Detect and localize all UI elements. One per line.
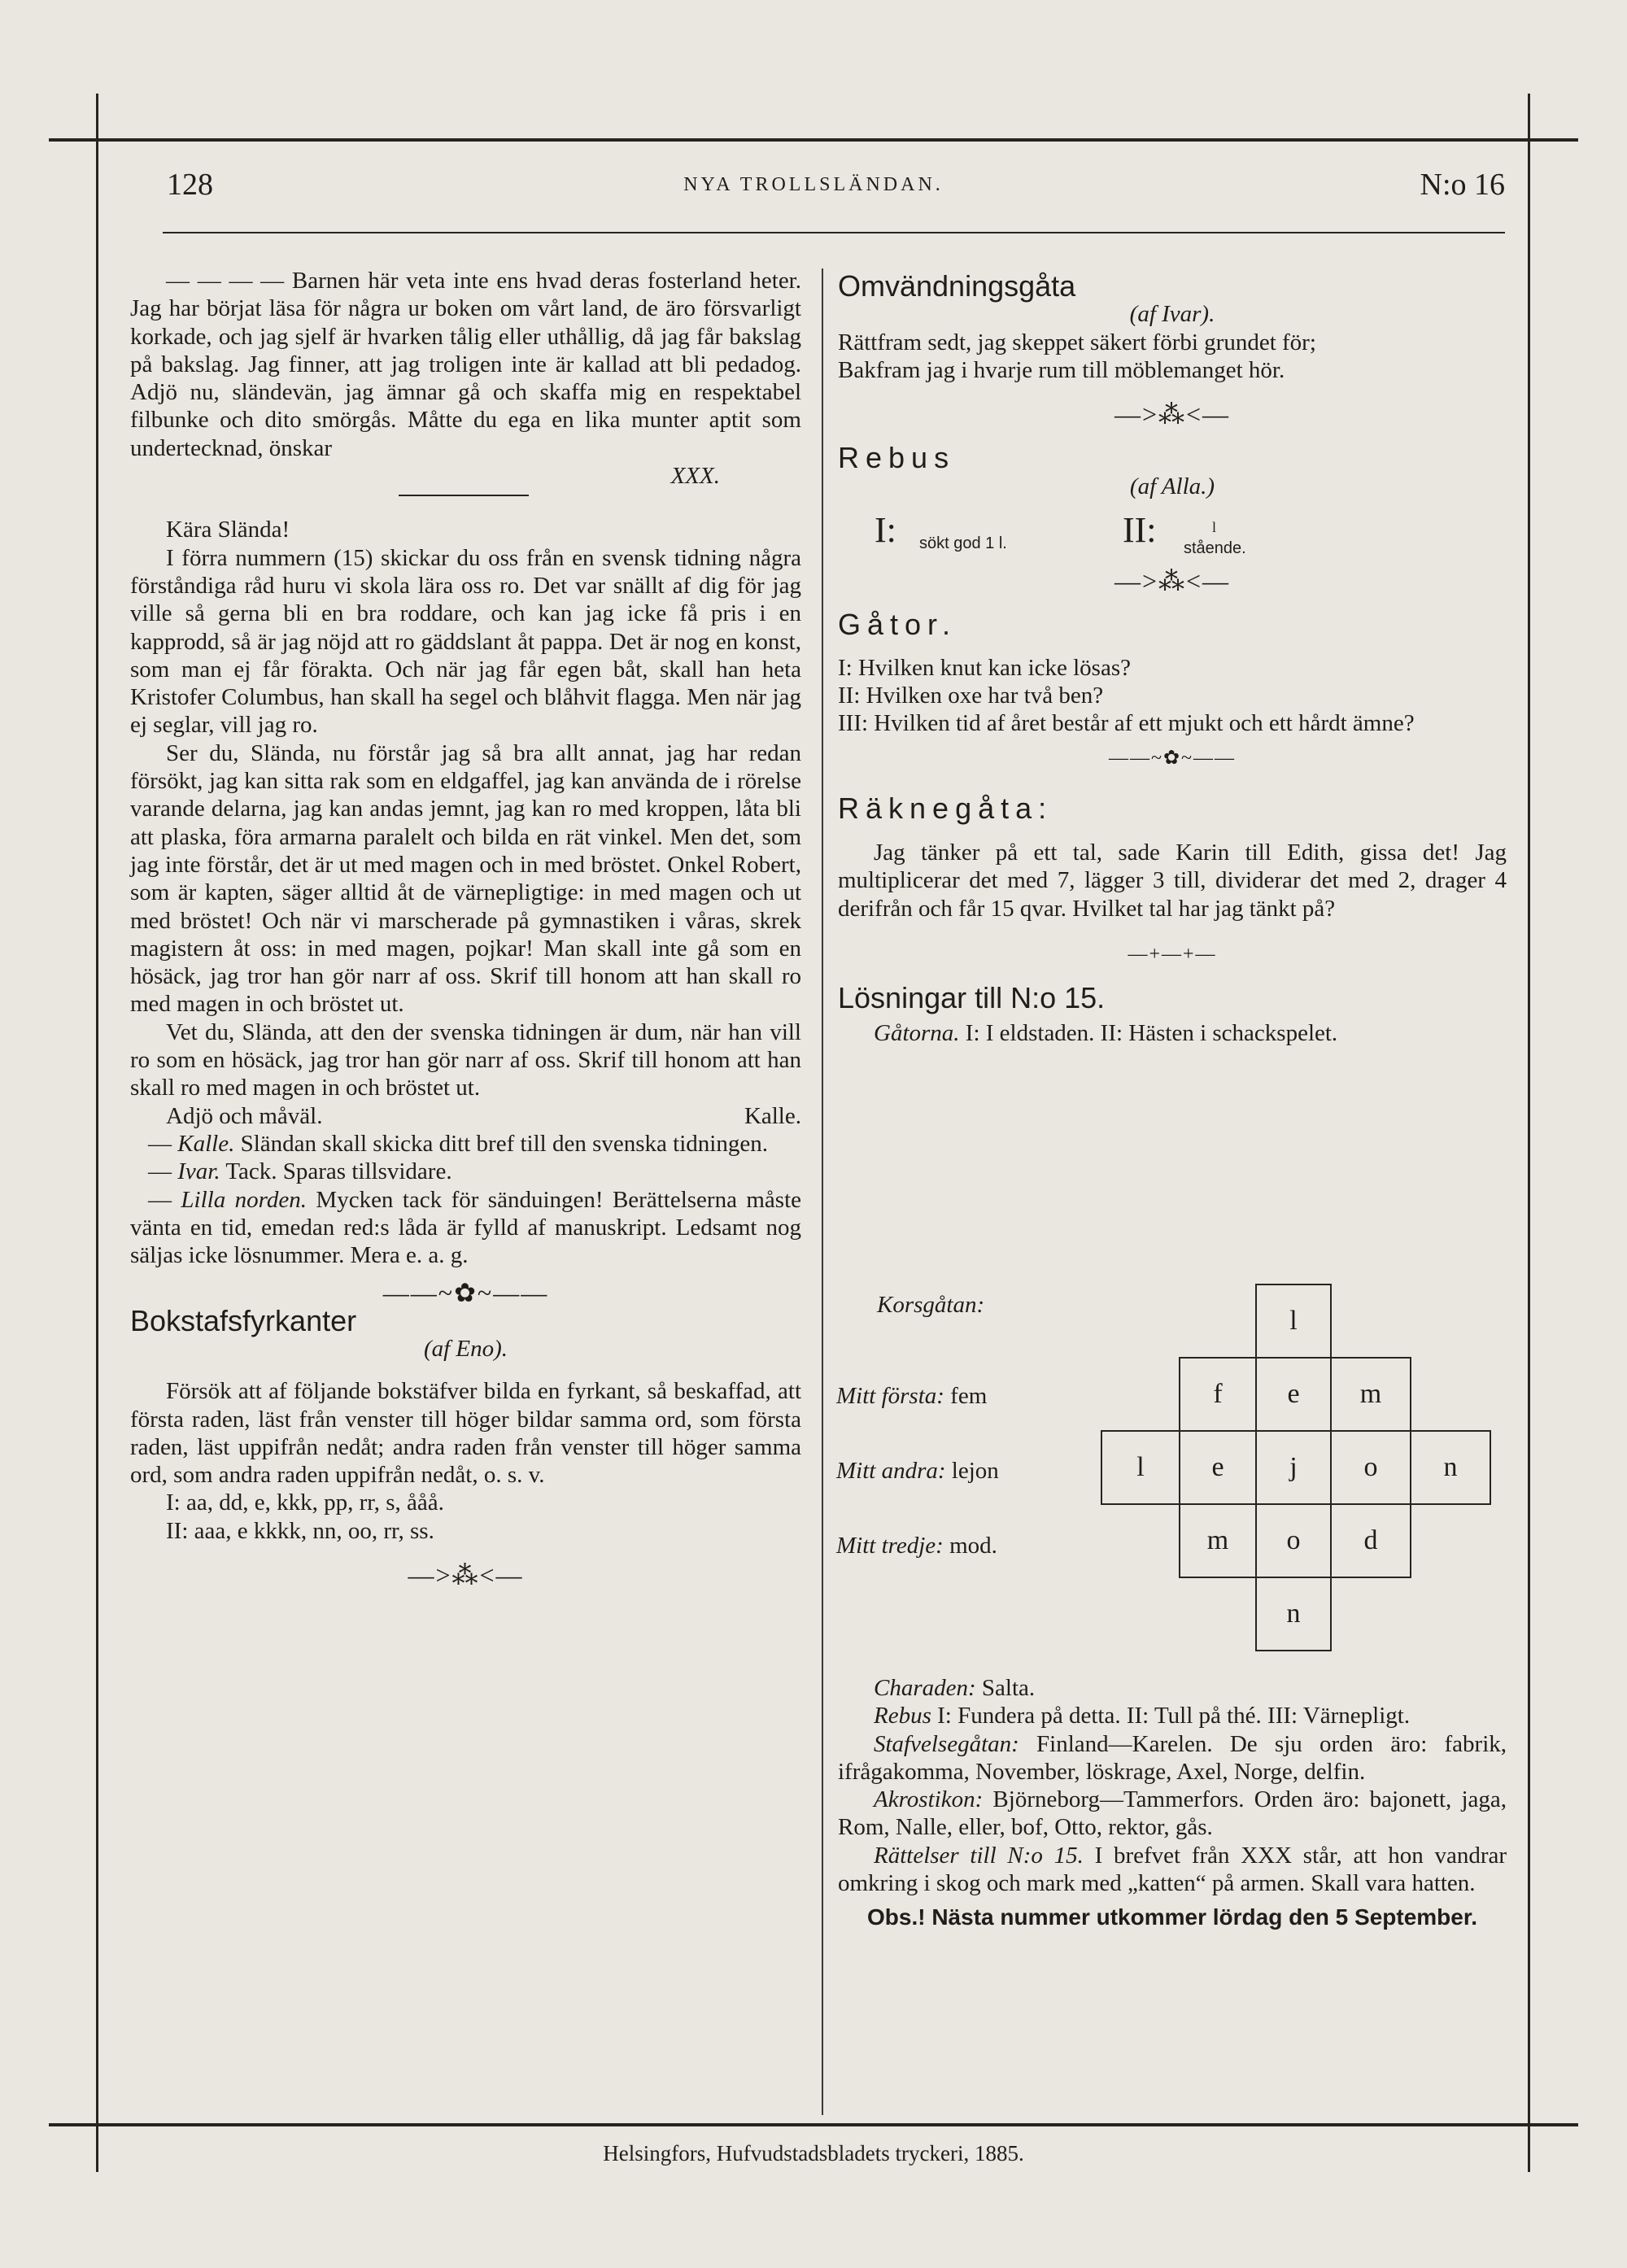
reply-3-text: Mycken tack för sänduingen! Berättelserna måste vänta en tid, emedan red:s låda är fylld af manuskript. Ledsamt nog säljas icke lösnummer. Mera e. a. g. [130,1186,801,1269]
reply-1: — Kalle. Sländan skall skicka ditt bref till den svenska tidningen. [148,1130,768,1157]
rebus-i-label: I: [875,510,896,551]
akrostikon-solution [838,1786,1507,1842]
rebus-solution-text: I: Fundera på detta. II: Tull på thé. III: Värnepligt. [937,1703,1411,1729]
stafvelsegatan-solution [838,1730,1507,1786]
rebus-ii-label: II: [1123,510,1157,551]
grid-cell-bottom: n [1255,1577,1332,1651]
grid-cell: o [1330,1430,1411,1505]
grid-label-2: Mitt andra: lejon [836,1458,999,1484]
reply-1-text: Sländan skall skicka ditt bref till den svenska tidningen. [240,1130,768,1157]
rebus-i-text: sökt god 1 l. [919,534,1007,553]
gatorna-label: Gåtorna. [874,1019,960,1046]
reply-2: — Ivar. Tack. Sparas tillsvidare. [148,1158,452,1185]
reply-3: — Lilla norden. Mycken tack för sänduingen! Berättelserna måste vänta en tid, emedan red:s låda är fylld af manuskript. Ledsamt nog säljas icke lösnummer. Mera e. a. g. [130,1186,801,1269]
rebus-solution-label: Rebus [874,1703,931,1729]
separator [399,495,529,496]
gator-ii: II: Hvilken oxe har två ben? [838,682,1104,709]
closing-right: Kalle. [744,1102,801,1129]
ornament-icon: ——~✿~—— [382,1278,549,1308]
ornament-icon: —>⁂<— [1114,566,1231,596]
ornament-icon: —>⁂<— [408,1560,524,1590]
letter-paragraph-2: Ser du, Slända, nu förstår jag så bra allt annat, jag har redan försökt, jag kan sitta rak som en eldgaffel, jag kan använda de i rörelse varande delarna, jag kan andas jemnt, jag kan ro med kroppen, låta bli att plaska, föra armarna paralelt och bilda en rät vinkel. Men det, som jag inte förstår, det är ut med magen och in med bröstet. Onkel Robert, som är kapten, säger alltid åt de värnepligtige: in med magen och ut med bröstet! Och när vi marscherade på gymnastiken i våras, skrek magistern åt oss: in med magen, pojkar! Man skall inte gå som en hösäck, jag tror han gör narr af oss. Skrif till honom att han skall ro med magen in och bröstet ut. [130,739,801,1018]
grid-word-3: mod. [949,1533,997,1559]
grid-word-1: fem [950,1383,988,1409]
grid-cell: e [1255,1357,1332,1432]
raknegata-text: Jag tänker på ett tal, sade Karin till Edith, gissa det! Jag multiplicerar det med 7, lägger 3 till, dividerar det med 2, drager 4 derifrån och får 15 qvar. Hvilket tal har jag tänkt på? [838,840,1507,922]
rebus-solution [838,1702,1507,1729]
rebus-author: (af Alla.) [1129,473,1215,499]
rebus-ii-text: stående. [1184,539,1246,558]
gatorna-solution [838,1019,1507,1047]
ornament-icon: ——~✿~—— [1108,747,1237,769]
page-number: 128 [167,168,213,202]
grid-cell: n [1410,1430,1491,1505]
charaden-label: Charaden: [874,1675,976,1701]
grid-label-1: Mitt första: fem [836,1383,988,1409]
charaden-text: Salta. [981,1675,1036,1701]
gator-iii: III: Hvilken tid af året består af ett mjukt och ett hårdt ämne? [838,710,1415,737]
salutation: Kära Slända! [166,517,290,543]
grid-cell: o [1255,1503,1332,1578]
charaden-solution [838,1674,1507,1702]
losningar-title: Lösningar till N:o 15. [838,981,1106,1015]
grid-cell: f [1179,1357,1257,1432]
signature-xxx: XXX. [670,463,720,490]
akrostikon-text: Björneborg—Tammerfors. Orden äro: bajonett, jaga, Rom, Nalle, eller, bof, Otto, rektor, gås. [838,1786,1507,1841]
left-column [130,267,801,1589]
reply-2-name: Ivar. [177,1158,220,1185]
gatorna-text: I: I eldstaden. II: Hästen i schackspelet. [965,1019,1338,1046]
gator-i: I: Hvilken knut kan icke lösas? [838,654,1131,681]
bokstafsfyrkanter-author: (af Eno). [423,1335,508,1362]
reply-1-name: Kalle. [177,1130,235,1157]
ornament-icon: —+—+— [1128,944,1217,966]
bokstafsfyrkanter-text: Försök att af följande bokstäfver bilda en fyrkant, så beskaffad, att första raden, läst från venster till höger bildar samma ord, som första raden, läst uppifrån nedåt; andra raden från venster till höger samma ord, som andra raden uppifrån nedåt, o. s. v. [130,1378,801,1489]
top-rule [49,138,1578,142]
frame-right [1528,94,1530,2172]
rebus-title: Rebus [838,441,956,475]
grid-label-3: Mitt tredje: mod. [836,1533,997,1559]
column-divider [822,268,823,2115]
omvandningsgata-line-2: Bakfram jag i hvarje rum till möblemanget hör. [838,356,1285,383]
letter-paragraph-3: Vet du, Slända, att den der svenska tidningen är dum, när han vill ro som en hösäck, jag tror han gör narr af oss. Skrif till honom att han skall ro med magen in och bröstet ut. [130,1018,801,1101]
rattelser-text: I brefvet från XXX står, att hon vandrar omkring i skog och mark med „katten“ på armen. Skall vara hatten. [838,1842,1507,1897]
gator-title: Gåtor. [838,608,957,642]
bokstafsfyrkanter-title: Bokstafsfyrkanter [130,1303,357,1337]
bokstafsfyrkanter-i: I: aa, dd, e, kkk, pp, rr, s, ååå. [166,1489,444,1516]
printer-footer: Helsingfors, Hufvudstadsbladets tryckeri, 1885. [603,2141,1024,2166]
grid-cell: j [1255,1430,1332,1505]
running-title: NYA TROLLSLÄNDAN. [683,174,944,195]
akrostikon-label: Akrostikon: [874,1786,984,1813]
frame-left [96,94,98,2172]
omvandningsgata-line-1: Rättfram sedt, jag skeppet säkert förbi grundet för; [838,329,1316,355]
grid-cell: l [1101,1430,1180,1505]
omvandningsgata-title: Omvändningsgåta [838,269,1076,303]
reply-3-name: Lilla norden. [181,1186,307,1213]
grid-word-2: lejon [951,1458,999,1484]
grid-cell-top: l [1255,1284,1332,1359]
solutions-continued [838,1674,1507,1932]
grid-cell: m [1330,1357,1411,1432]
grid-cell: d [1330,1503,1411,1578]
omvandningsgata-author: (af Ivar). [1129,301,1215,328]
rebus-ii-top: l [1212,519,1217,536]
ornament-icon: —>⁂<— [1114,399,1231,430]
rattelser [838,1842,1507,1898]
grid-cell: e [1179,1430,1257,1505]
grid-cell: m [1179,1503,1257,1578]
header-rule [163,232,1505,233]
letter-xxx: — — — — Barnen här veta inte ens hvad deras fosterland heter. Jag har börjat läsa för några ur boken om vårt land, de äro försvarligt korkade, och jag sjelf är hvarken tålig eller uthållig, då jag får bakslag på bakslag. Jag finner, att jag troligen inte är kallad att bli pedadog. Adjö nu, sländevän, jag ämnar gå och skaffa mig en respektabel filbunke och dito smörgås. Måtte du ega en lika munter aptit som undertecknad, önskar [130,268,801,461]
letter-paragraph-1: I förra nummern (15) skickar du oss från en svensk tidning några förståndiga råd huru vi skola lära oss ro. Det var snällt af dig för jag ville så gerna bli en bra roddare, och kan jag icke få pris i en kapprodd, så är jag nöjd att ro gäddslant åt pappa. Det är nog en konst, som man ej får förakta. Och när jag får egen båt, skall han heta Kristofer Columbus, han skall ha segel och blåhvit flagga. Men när jag ej seglar, vill jag ro. [130,544,801,739]
right-column [838,269,1507,1047]
raknegata-title: Räknegåta: [838,791,1053,825]
next-issue-notice: Obs.! Nästa nummer utkommer lördag den 5 September. [867,1904,1477,1930]
bokstafsfyrkanter-ii: II: aaa, e kkkk, nn, oo, rr, ss. [166,1517,434,1544]
reply-2-text: Tack. Sparas tillsvidare. [225,1158,452,1185]
stafvelsegatan-label: Stafvelsegåtan: [874,1730,1019,1757]
closing-left: Adjö och måväl. [166,1102,323,1129]
korsgatan-label: Korsgåtan: [877,1292,985,1318]
rebus-figure [838,510,1507,562]
closing-line [130,1102,801,1130]
stafvelsegatan-text: Finland—Karelen. De sju orden äro: fabrik, ifrågakomma, November, löskrage, Axel, Norge, delfin. [838,1730,1507,1785]
bottom-rule [49,2123,1578,2126]
rattelser-label: Rättelser till N:o 15. [874,1842,1084,1869]
issue-number: N:o 16 [1420,168,1505,202]
